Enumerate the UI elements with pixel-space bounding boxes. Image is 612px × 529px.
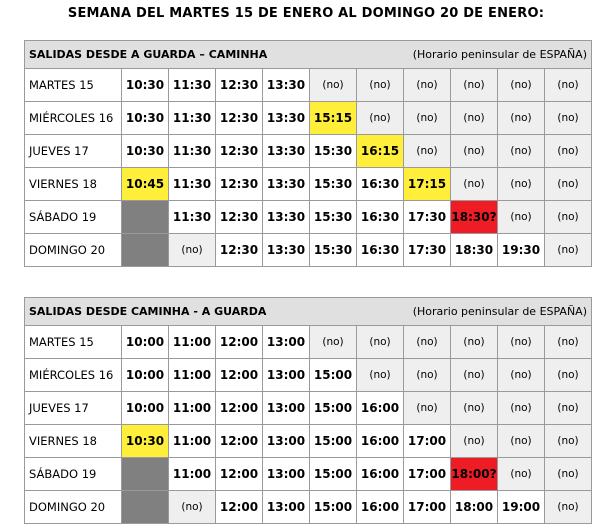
departure-time-cell: 12:00 xyxy=(216,359,263,392)
departure-time-cell: 18:00 xyxy=(451,491,498,524)
departure-time-cell: 17:00 xyxy=(404,458,451,491)
departure-time-cell: 12:00 xyxy=(216,458,263,491)
table-header-title: SALIDAS DESDE CAMINHA - A GUARDA xyxy=(29,305,267,318)
table-row xyxy=(25,135,592,168)
departure-time-cell: 13:30 xyxy=(263,168,310,201)
table-row xyxy=(25,69,592,102)
no-departure-cell: (no) xyxy=(357,326,404,359)
day-label: MARTES 15 xyxy=(25,326,122,359)
no-departure-cell: (no) xyxy=(498,458,545,491)
departure-time-cell: 13:00 xyxy=(263,359,310,392)
tentative-departure-cell: 18:30? xyxy=(451,201,498,234)
no-departure-cell: (no) xyxy=(545,201,592,234)
departure-time-cell: 11:00 xyxy=(169,458,216,491)
departure-time-cell: 12:00 xyxy=(216,425,263,458)
unavailable-cell xyxy=(122,458,169,491)
no-departure-cell: (no) xyxy=(545,102,592,135)
no-departure-cell: (no) xyxy=(498,102,545,135)
no-departure-cell: (no) xyxy=(498,201,545,234)
highlighted-departure-cell: 16:15 xyxy=(357,135,404,168)
day-label: SÁBADO 19 xyxy=(25,458,122,491)
departure-time-cell: 13:30 xyxy=(263,69,310,102)
no-departure-cell: (no) xyxy=(451,69,498,102)
table-header xyxy=(25,41,592,69)
departure-time-cell: 11:00 xyxy=(169,425,216,458)
departure-time-cell: 11:30 xyxy=(169,135,216,168)
departure-time-cell: 15:30 xyxy=(310,168,357,201)
timezone-note: (Horario peninsular de ESPAÑA) xyxy=(412,48,587,61)
no-departure-cell: (no) xyxy=(169,491,216,524)
no-departure-cell: (no) xyxy=(451,326,498,359)
departure-time-cell: 10:00 xyxy=(122,326,169,359)
no-departure-cell: (no) xyxy=(498,135,545,168)
highlighted-departure-cell: 10:30 xyxy=(122,425,169,458)
table-row xyxy=(25,201,592,234)
departure-time-cell: 15:00 xyxy=(310,491,357,524)
day-label: VIERNES 18 xyxy=(25,168,122,201)
departure-time-cell: 12:00 xyxy=(216,491,263,524)
no-departure-cell: (no) xyxy=(451,102,498,135)
table-header xyxy=(25,298,592,326)
schedule-table-guarda-caminha xyxy=(24,40,592,267)
no-departure-cell: (no) xyxy=(498,326,545,359)
no-departure-cell: (no) xyxy=(451,168,498,201)
day-label: JUEVES 17 xyxy=(25,135,122,168)
departure-time-cell: 15:30 xyxy=(310,135,357,168)
no-departure-cell: (no) xyxy=(498,69,545,102)
departure-time-cell: 13:30 xyxy=(263,201,310,234)
no-departure-cell: (no) xyxy=(404,392,451,425)
departure-time-cell: 17:00 xyxy=(404,491,451,524)
departure-time-cell: 15:00 xyxy=(310,359,357,392)
day-label: VIERNES 18 xyxy=(25,425,122,458)
day-label: MARTES 15 xyxy=(25,69,122,102)
no-departure-cell: (no) xyxy=(357,69,404,102)
departure-time-cell: 12:30 xyxy=(216,69,263,102)
day-label: DOMINGO 20 xyxy=(25,491,122,524)
departure-time-cell: 11:30 xyxy=(169,168,216,201)
day-label: SÁBADO 19 xyxy=(25,201,122,234)
departure-time-cell: 16:00 xyxy=(357,458,404,491)
no-departure-cell: (no) xyxy=(545,326,592,359)
departure-time-cell: 11:30 xyxy=(169,201,216,234)
no-departure-cell: (no) xyxy=(545,491,592,524)
no-departure-cell: (no) xyxy=(545,458,592,491)
departure-time-cell: 16:30 xyxy=(357,234,404,267)
no-departure-cell: (no) xyxy=(451,392,498,425)
departure-time-cell: 12:30 xyxy=(216,102,263,135)
departure-time-cell: 15:00 xyxy=(310,425,357,458)
no-departure-cell: (no) xyxy=(404,326,451,359)
unavailable-cell xyxy=(122,201,169,234)
day-label: JUEVES 17 xyxy=(25,392,122,425)
departure-time-cell: 16:30 xyxy=(357,168,404,201)
no-departure-cell: (no) xyxy=(545,168,592,201)
departure-time-cell: 13:00 xyxy=(263,491,310,524)
highlighted-departure-cell: 15:15 xyxy=(310,102,357,135)
departure-time-cell: 16:00 xyxy=(357,392,404,425)
departure-time-cell: 12:00 xyxy=(216,392,263,425)
table-row xyxy=(25,359,592,392)
departure-time-cell: 10:00 xyxy=(122,359,169,392)
departure-time-cell: 17:30 xyxy=(404,234,451,267)
no-departure-cell: (no) xyxy=(498,168,545,201)
departure-time-cell: 19:00 xyxy=(498,491,545,524)
departure-time-cell: 12:00 xyxy=(216,326,263,359)
departure-time-cell: 17:00 xyxy=(404,425,451,458)
no-departure-cell: (no) xyxy=(404,102,451,135)
departure-time-cell: 16:30 xyxy=(357,201,404,234)
departure-time-cell: 12:30 xyxy=(216,201,263,234)
table-row xyxy=(25,326,592,359)
departure-time-cell: 10:30 xyxy=(122,102,169,135)
departure-time-cell: 11:00 xyxy=(169,392,216,425)
no-departure-cell: (no) xyxy=(404,135,451,168)
departure-time-cell: 13:00 xyxy=(263,326,310,359)
no-departure-cell: (no) xyxy=(498,359,545,392)
page-title: SEMANA DEL MARTES 15 DE ENERO AL DOMINGO 20 DE ENERO: xyxy=(67,6,545,21)
day-label: DOMINGO 20 xyxy=(25,234,122,267)
no-departure-cell: (no) xyxy=(404,359,451,392)
no-departure-cell: (no) xyxy=(357,359,404,392)
no-departure-cell: (no) xyxy=(545,359,592,392)
no-departure-cell: (no) xyxy=(545,135,592,168)
departure-time-cell: 13:00 xyxy=(263,392,310,425)
unavailable-cell xyxy=(122,491,169,524)
no-departure-cell: (no) xyxy=(545,425,592,458)
departure-time-cell: 12:30 xyxy=(216,234,263,267)
no-departure-cell: (no) xyxy=(498,425,545,458)
departure-time-cell: 16:00 xyxy=(357,491,404,524)
table-header-title: SALIDAS DESDE A GUARDA – CAMINHA xyxy=(29,48,268,61)
no-departure-cell: (no) xyxy=(169,234,216,267)
table-row xyxy=(25,425,592,458)
table-row xyxy=(25,102,592,135)
no-departure-cell: (no) xyxy=(404,69,451,102)
departure-time-cell: 13:30 xyxy=(263,234,310,267)
no-departure-cell: (no) xyxy=(310,69,357,102)
timezone-note: (Horario peninsular de ESPAÑA) xyxy=(412,305,587,318)
table-row xyxy=(25,392,592,425)
departure-time-cell: 12:30 xyxy=(216,168,263,201)
departure-time-cell: 15:30 xyxy=(310,234,357,267)
no-departure-cell: (no) xyxy=(451,359,498,392)
departure-time-cell: 13:30 xyxy=(263,102,310,135)
departure-time-cell: 15:30 xyxy=(310,201,357,234)
departure-time-cell: 19:30 xyxy=(498,234,545,267)
no-departure-cell: (no) xyxy=(498,392,545,425)
departure-time-cell: 11:30 xyxy=(169,69,216,102)
departure-time-cell: 17:30 xyxy=(404,201,451,234)
departure-time-cell: 13:00 xyxy=(263,425,310,458)
departure-time-cell: 10:00 xyxy=(122,392,169,425)
no-departure-cell: (no) xyxy=(545,69,592,102)
table-row xyxy=(25,234,592,267)
no-departure-cell: (no) xyxy=(310,326,357,359)
table-header-row xyxy=(25,298,592,326)
no-departure-cell: (no) xyxy=(451,425,498,458)
table-row xyxy=(25,458,592,491)
table-row xyxy=(25,491,592,524)
no-departure-cell: (no) xyxy=(451,135,498,168)
no-departure-cell: (no) xyxy=(545,392,592,425)
departure-time-cell: 11:00 xyxy=(169,359,216,392)
departure-time-cell: 11:00 xyxy=(169,326,216,359)
no-departure-cell: (no) xyxy=(545,234,592,267)
departure-time-cell: 18:30 xyxy=(451,234,498,267)
table-header-row xyxy=(25,41,592,69)
day-label: MIÉRCOLES 16 xyxy=(25,102,122,135)
table-row xyxy=(25,168,592,201)
departure-time-cell: 10:30 xyxy=(122,69,169,102)
unavailable-cell xyxy=(122,234,169,267)
departure-time-cell: 13:00 xyxy=(263,458,310,491)
highlighted-departure-cell: 17:15 xyxy=(404,168,451,201)
departure-time-cell: 10:30 xyxy=(122,135,169,168)
departure-time-cell: 11:30 xyxy=(169,102,216,135)
tentative-departure-cell: 18:00? xyxy=(451,458,498,491)
no-departure-cell: (no) xyxy=(357,102,404,135)
departure-time-cell: 12:30 xyxy=(216,135,263,168)
schedule-table-caminha-guarda xyxy=(24,297,592,524)
day-label: MIÉRCOLES 16 xyxy=(25,359,122,392)
highlighted-departure-cell: 10:45 xyxy=(122,168,169,201)
departure-time-cell: 15:00 xyxy=(310,458,357,491)
departure-time-cell: 13:30 xyxy=(263,135,310,168)
departure-time-cell: 15:00 xyxy=(310,392,357,425)
departure-time-cell: 16:00 xyxy=(357,425,404,458)
